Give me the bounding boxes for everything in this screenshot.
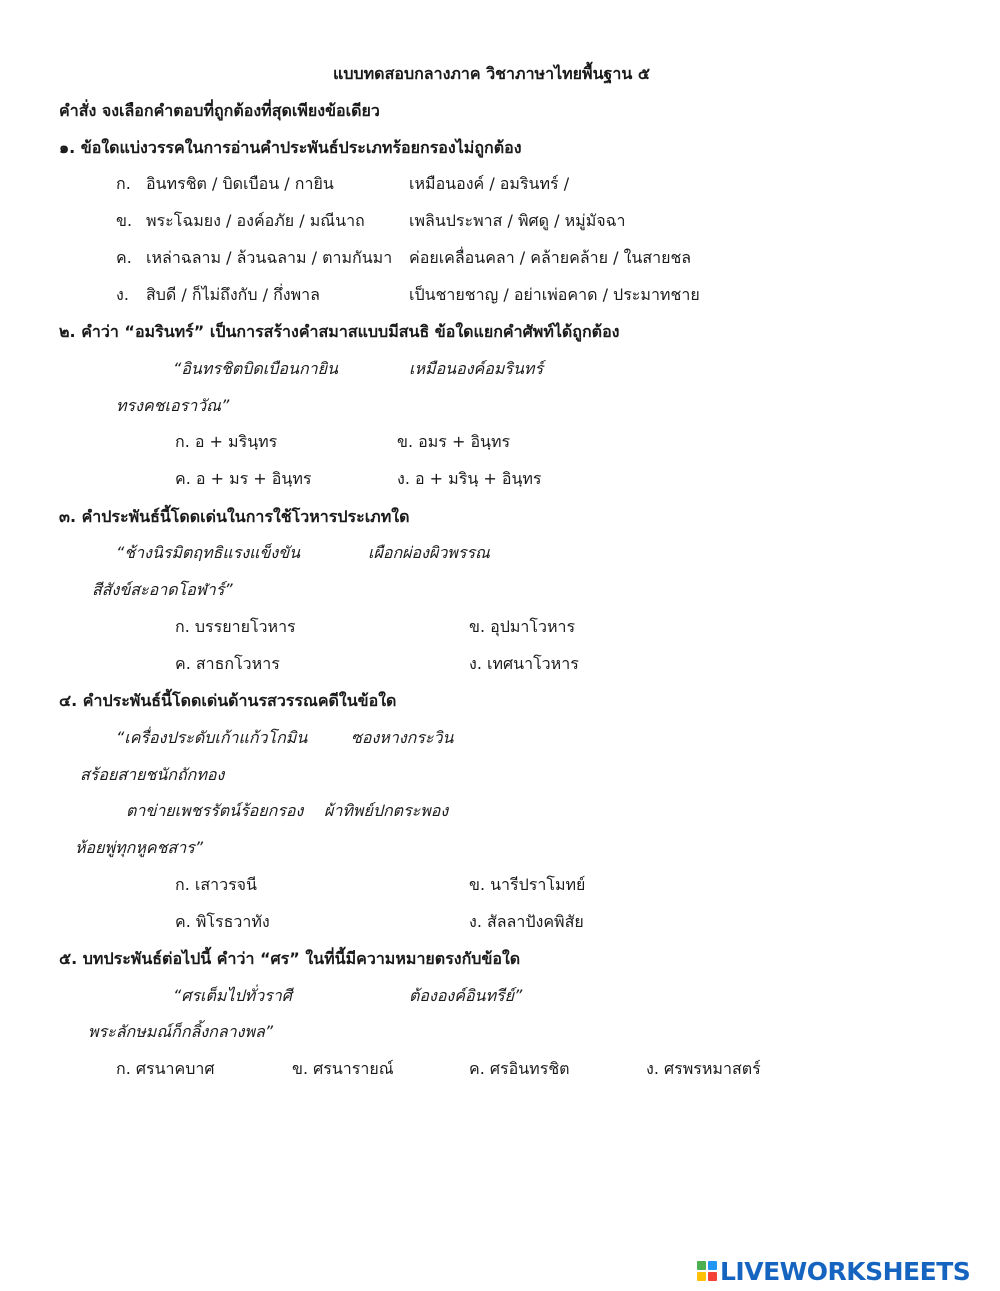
option-label[interactable]: ง.	[116, 285, 129, 304]
option[interactable]: ค. สาธกโวหาร	[175, 654, 280, 673]
question-4: ๔. คำประพันธ์นี้โดดเด่นด้านรสวรรณคดีในข้อใด	[59, 691, 397, 710]
poem-line: ห้อยพู่ทุกหูคชสาร”	[75, 838, 204, 857]
option[interactable]: ง. ศรพรหมาสตร์	[646, 1059, 761, 1078]
poem-line: เผือกผ่องผิวพรรณ	[368, 543, 490, 562]
poem-line: สร้อยสายชนักถักทอง	[80, 765, 225, 784]
option[interactable]: ค. พิโรธวาทัง	[175, 912, 270, 931]
poem-line: ผ้าทิพย์ปกตระพอง	[324, 801, 449, 820]
poem-line: เหมือนองค์อมรินทร์	[409, 359, 544, 378]
logo-square	[697, 1272, 706, 1281]
option-label[interactable]: ก.	[116, 174, 131, 193]
option-text: เพลินประพาส / พิศดู / หมู่มัจฉา	[409, 211, 626, 230]
question-1: ๑. ข้อใดแบ่งวรรคในการอ่านคำประพันธ์ประเภทร้อยกรองไม่ถูกต้อง	[59, 138, 522, 157]
option[interactable]: ค. ศรอินทรชิต	[469, 1059, 570, 1078]
option[interactable]: ก. บรรยายโวหาร	[175, 617, 296, 636]
option[interactable]: ข. อมร + อินฺทร	[397, 432, 511, 451]
question-3: ๓. คำประพันธ์นี้โดดเด่นในการใช้โวหารประเภทใด	[59, 507, 410, 526]
option-text: อินทรชิต / บิดเบือน / กายิน	[146, 174, 334, 193]
option[interactable]: ค. อ + มร + อินฺทร	[175, 469, 312, 488]
option[interactable]: ข. อุปมาโวหาร	[469, 617, 576, 636]
poem-line: พระลักษมณ์ก็กลิ้งกลางพล”	[88, 1022, 274, 1041]
question-5: ๕. บทประพันธ์ต่อไปนี้ คำว่า “ศร” ในที่นี้มีความหมายตรงกับข้อใด	[59, 949, 521, 968]
option[interactable]: ง. อ + มรินฺ + อินฺทร	[397, 469, 542, 488]
logo-square	[697, 1261, 706, 1270]
page-title: แบบทดสอบกลางภาค วิชาภาษาไทยพื้นฐาน ๕	[333, 64, 650, 83]
option[interactable]: ข. นารีปราโมทย์	[469, 875, 586, 894]
logo-mark-icon	[697, 1261, 717, 1281]
option-text: เป็นชายชาญ / อย่าเพ่อคาด / ประมาทชาย	[409, 285, 700, 304]
option-label[interactable]: ค.	[116, 248, 132, 267]
option[interactable]: ก. เสาวรจนี	[175, 875, 257, 894]
option[interactable]: ก. อ + มรินฺทร	[175, 432, 278, 451]
logo-square	[708, 1272, 717, 1281]
instruction: คำสั่ง จงเลือกคำตอบที่ถูกต้องที่สุดเพียงข้อเดียว	[59, 101, 380, 120]
poem-line: “ศรเต็มไปทั่วราศี	[173, 986, 292, 1005]
poem-line: ต้ององค์อินทรีย์”	[409, 986, 523, 1005]
option[interactable]: ง. สัลลาปังคพิสัย	[469, 912, 584, 931]
poem-line: “อินทรชิตบิดเบือนกายิน	[173, 359, 338, 378]
option[interactable]: ข. ศรนารายณ์	[292, 1059, 394, 1078]
option-text: เหล่าฉลาม / ล้วนฉลาม / ตามกันมา	[146, 248, 393, 267]
option-text: สิบดี / ก็ไม่ถึงกับ / กึ่งพาล	[146, 285, 320, 304]
poem-line: สีสังข์สะอาดโอฬาร์”	[92, 580, 233, 599]
option-text: ค่อยเคลื่อนคลา / คล้ายคล้าย / ในสายชล	[409, 248, 692, 267]
option-text: พระโฉมยง / องค์อภัย / มณีนาถ	[146, 211, 365, 230]
option-label[interactable]: ข.	[116, 211, 133, 230]
poem-line: ซองหางกระวิน	[351, 728, 454, 747]
poem-line: “ช้างนิรมิตฤทธิแรงแข็งขัน	[116, 543, 301, 562]
logo-text: LIVEWORKSHEETS	[720, 1256, 971, 1286]
poem-line: ทรงคชเอราวัณ”	[116, 396, 230, 415]
question-2: ๒. คำว่า “อมรินทร์” เป็นการสร้างคำสมาสแบบมีสนธิ ข้อใดแยกคำศัพท์ได้ถูกต้อง	[59, 322, 620, 341]
option-text: เหมือนองค์ / อมรินทร์ /	[409, 174, 570, 193]
liveworksheets-logo	[697, 1256, 970, 1286]
poem-line: ตาข่ายเพชรรัตน์ร้อยกรอง	[126, 801, 304, 820]
option[interactable]: ง. เทศนาโวหาร	[469, 654, 579, 673]
logo-square	[708, 1261, 717, 1270]
poem-line: “เครื่องประดับเก้าแก้วโกมิน	[116, 728, 308, 747]
option[interactable]: ก. ศรนาคบาศ	[116, 1059, 215, 1078]
